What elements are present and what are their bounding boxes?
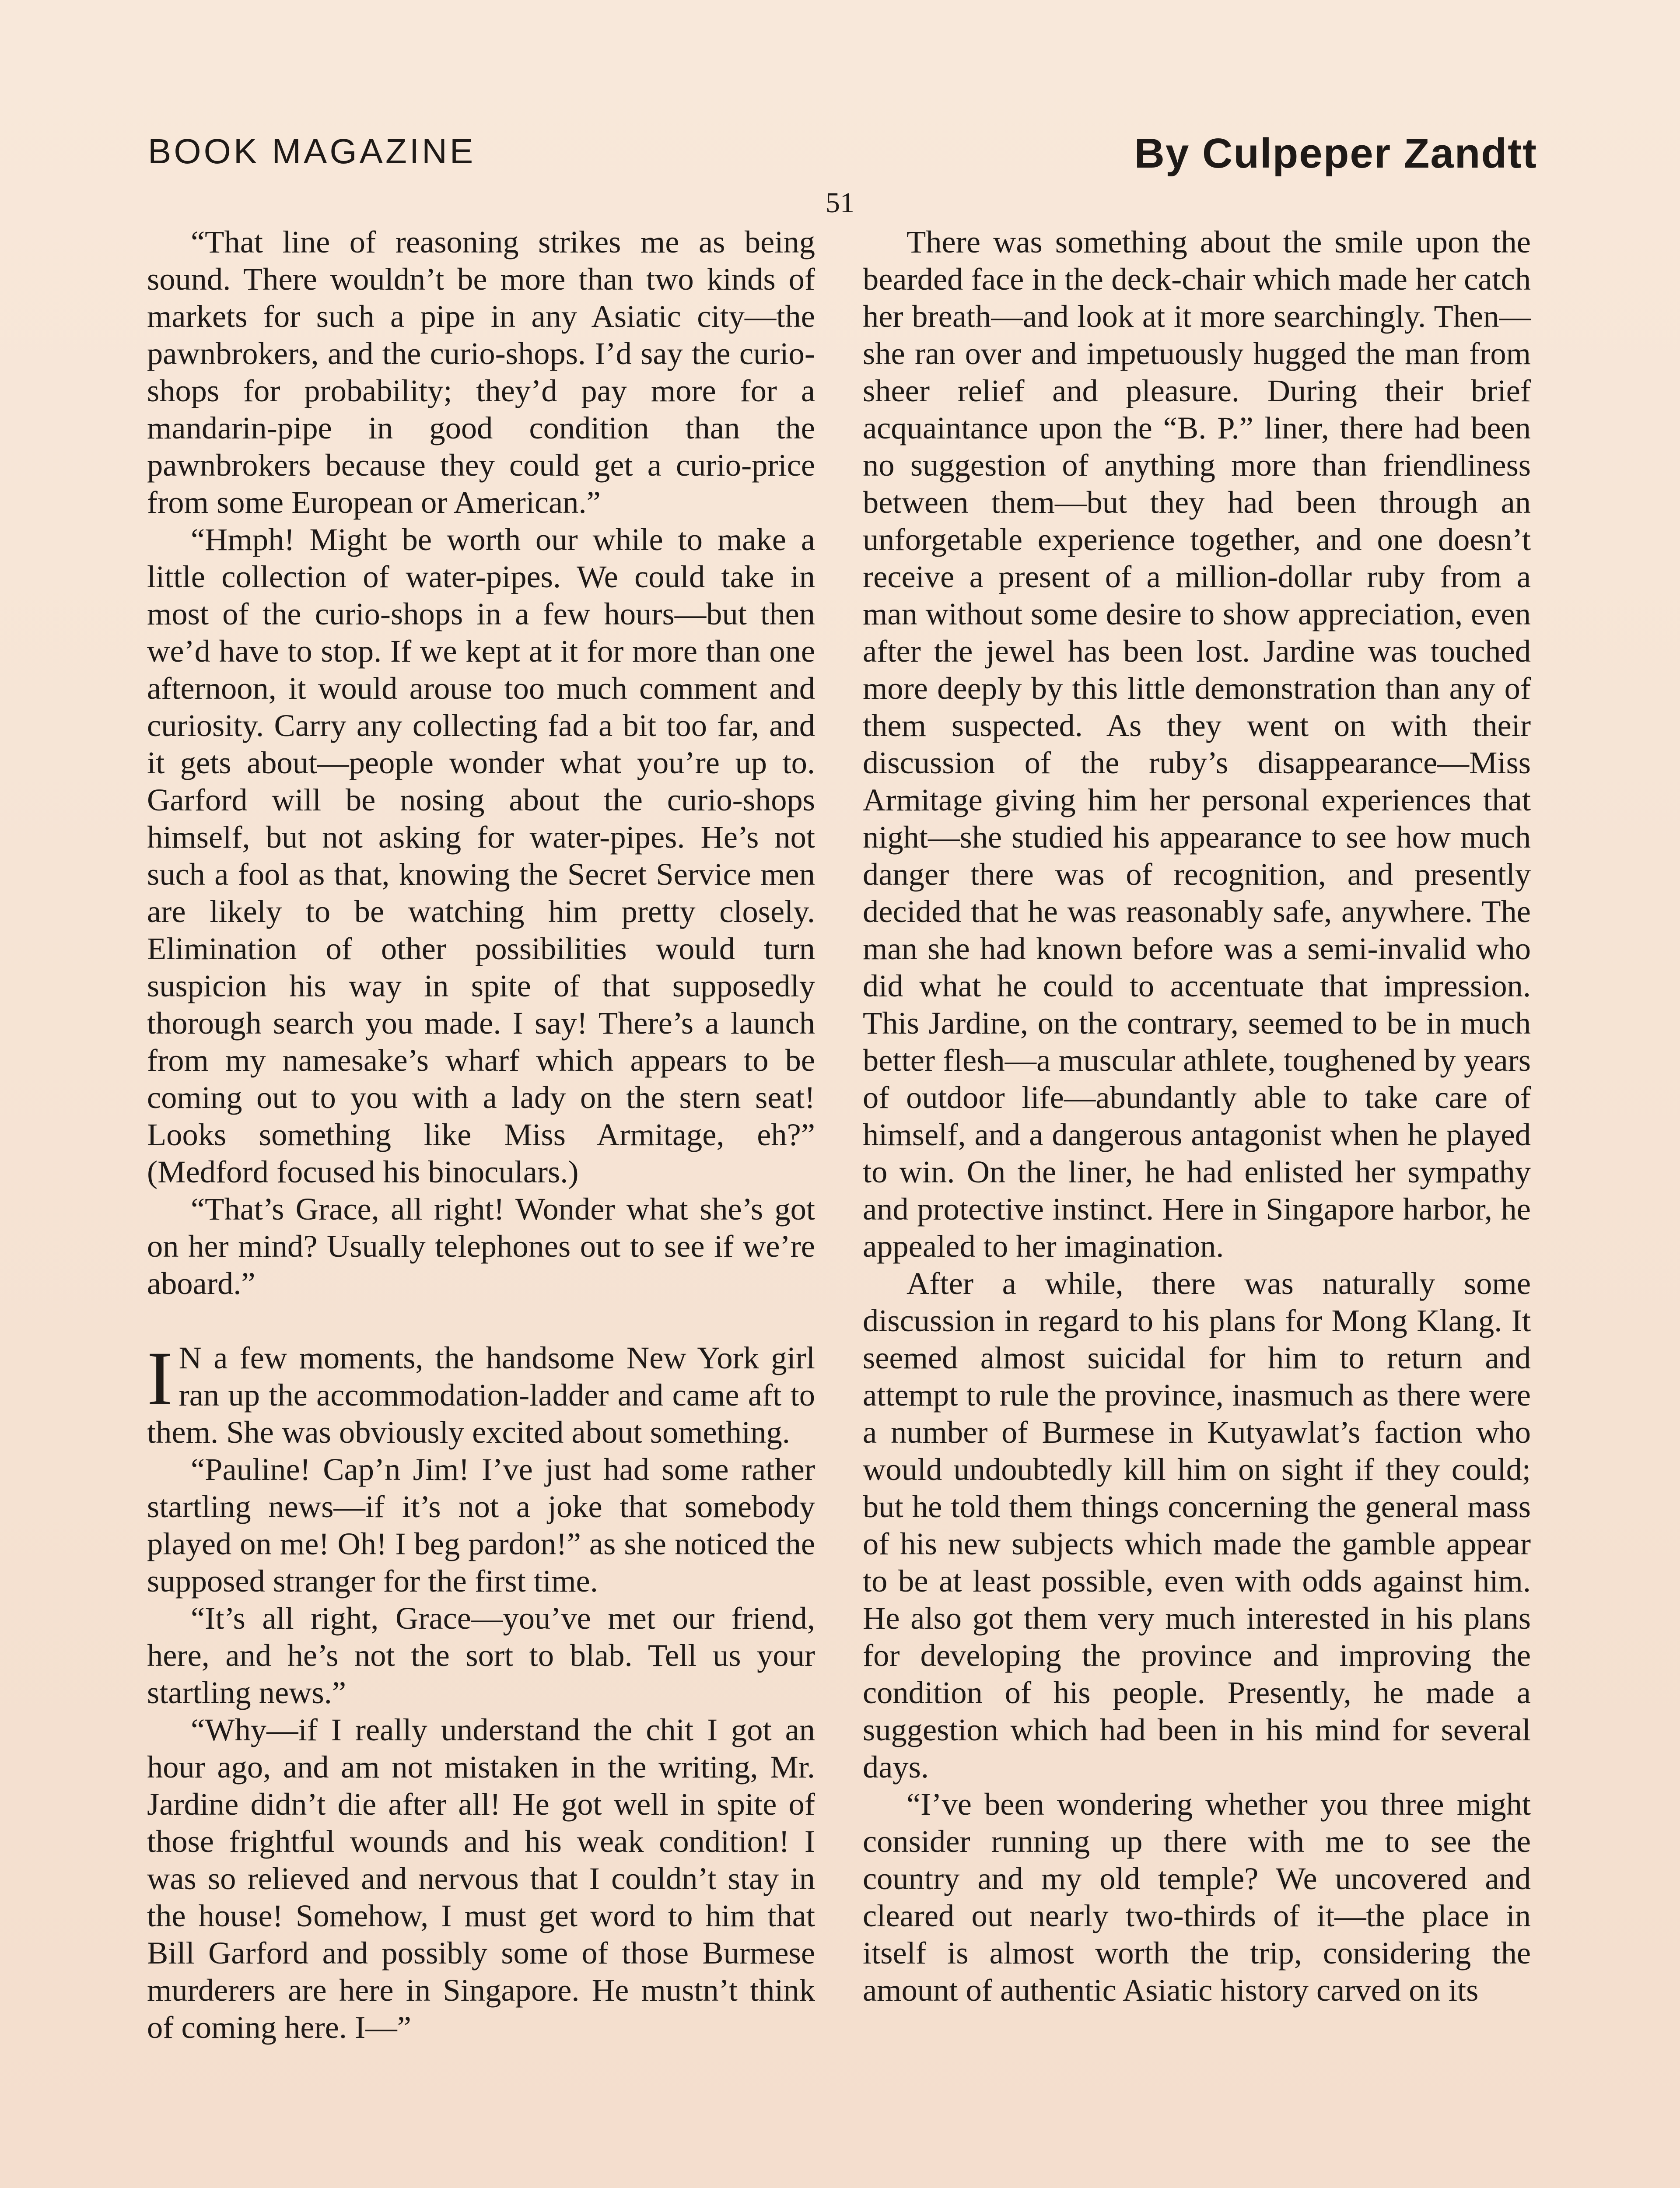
paragraph: “Hmph! Might be worth our while to make a little collection of water-pipes. We could take in most of the curio-shops in a few hours—but then we’d have to stop. If we kept at it for more than one afternoon, it would arouse too much comment and curiosity. Carry any collecting fad a bit too far, and it gets about—people wonder what you’re up to. Garford will be nosing about the curio-shops himself, but not asking for water-pipes. He’s not such a fool as that, knowing the Secret Service men are likely to be watching him pretty closely. Elimination of other possibilities would turn suspicion his way in spite of that supposedly thorough search you made. I say! There’s a launch from my namesake’s wharf which appears to be coming out to you with a lady on the stern seat! Looks something like Miss Armitage, eh?” (Medford focused his binoculars.) (147, 522, 815, 1189)
page-number: 51 (826, 187, 854, 219)
drop-cap: I (147, 1336, 173, 1421)
author-byline: By Culpeper Zandtt (1134, 130, 1537, 177)
paragraph: “That line of reasoning strikes me as being sound. There wouldn’t be more than two kinds of markets for such a pipe in any Asiatic city—the pawnbrokers, and the curio-shops. I’d say the curio-shops for probability; they’d pay more for a mandarin-pipe in good condition than the pawnbrokers because they could get a curio-price from some European or American.” (147, 224, 815, 520)
left-column (147, 223, 815, 2046)
paragraph: There was something about the smile upon the bearded face in the deck-chair which made her catch her breath—and look at it more searchingly. Then—she ran over and impetuously hugged the man from sheer relief and pleasure. During their brief acquaintance upon the “B. P.” liner, there had been no suggestion of anything more than friendliness between them—but they had been through an unforgetable experience together, and one doesn’t receive a present of a million-dollar ruby from a man without some desire to show appreciation, even after the jewel has been lost. Jardine was touched more deeply by this little demonstration than any of them suspected. As they went on with their discussion of the ruby’s disappearance—Miss Armitage giving him her personal experiences that night—she studied his appearance to see how much danger there was of recognition, and presently decided that he was reasonably safe, anywhere. The man she had known before was a semi-invalid who did what he could to accentuate that impression. This Jardine, on the contrary, seemed to be in much better flesh—a muscular athlete, toughened by years of outdoor life—abundantly able to take care of himself, and a dangerous antagonist when he played to win. On the liner, he had enlisted her sympathy and protective instinct. Here in Singapore harbor, he appealed to her imagination. (863, 224, 1531, 1264)
paragraph: “I’ve been wondering whether you three might consider running up there with me to see the country and my old temple? We uncovered and cleared out nearly two-thirds of it—the place in itself is almost worth the trip, considering the amount of authentic Asiatic history carved on its (863, 1786, 1531, 2008)
paragraph: “Why—if I really understand the chit I got an hour ago, and am not mistaken in the writing, Mr. Jardine didn’t die after all! He got well in spite of those frightful wounds and his weak condition! I was so relieved and nervous that I couldn’t stay in the house! Somehow, I must get word to him that Bill Garford and possibly some of those Burmese murderers are here in Singapore. He mustn’t think of coming here. I—” (147, 1712, 815, 2045)
paragraph-text: N a few moments, the handsome New York girl ran up the accommodation-ladder and came aft to them. She was obviously excited about something. (147, 1340, 815, 1450)
paragraph: “That’s Grace, all right! Wonder what she’s got on her mind? Usually telephones out to see if we’re aboard.” (147, 1191, 815, 1301)
paragraph-with-dropcap (147, 1336, 815, 1451)
right-column (863, 223, 1531, 2009)
paragraph: “It’s all right, Grace—you’ve met our friend, here, and he’s not the sort to blab. Tell us your startling news.” (147, 1600, 815, 1710)
publication-title: BOOK MAGAZINE (148, 132, 476, 171)
paragraph: “Pauline! Cap’n Jim! I’ve just had some rather startling news—if it’s not a joke that somebody played on me! Oh! I beg pardon!” as she noticed the supposed stranger for the first time. (147, 1452, 815, 1599)
paragraph: After a while, there was naturally some discussion in regard to his plans for Mong Klang. It seemed almost suicidal for him to return and attempt to rule the province, inasmuch as there were a number of Burmese in Kutyawlat’s faction who would undoubtedly kill him on sight if they could; but he told them things concerning the general mass of his new subjects which made the gamble appear to be at least possible, even with odds against him. He also got them very much interested in his plans for developing the province and improving the condition of his people. Presently, he made a suggestion which had been in his mind for several days. (863, 1266, 1531, 1785)
